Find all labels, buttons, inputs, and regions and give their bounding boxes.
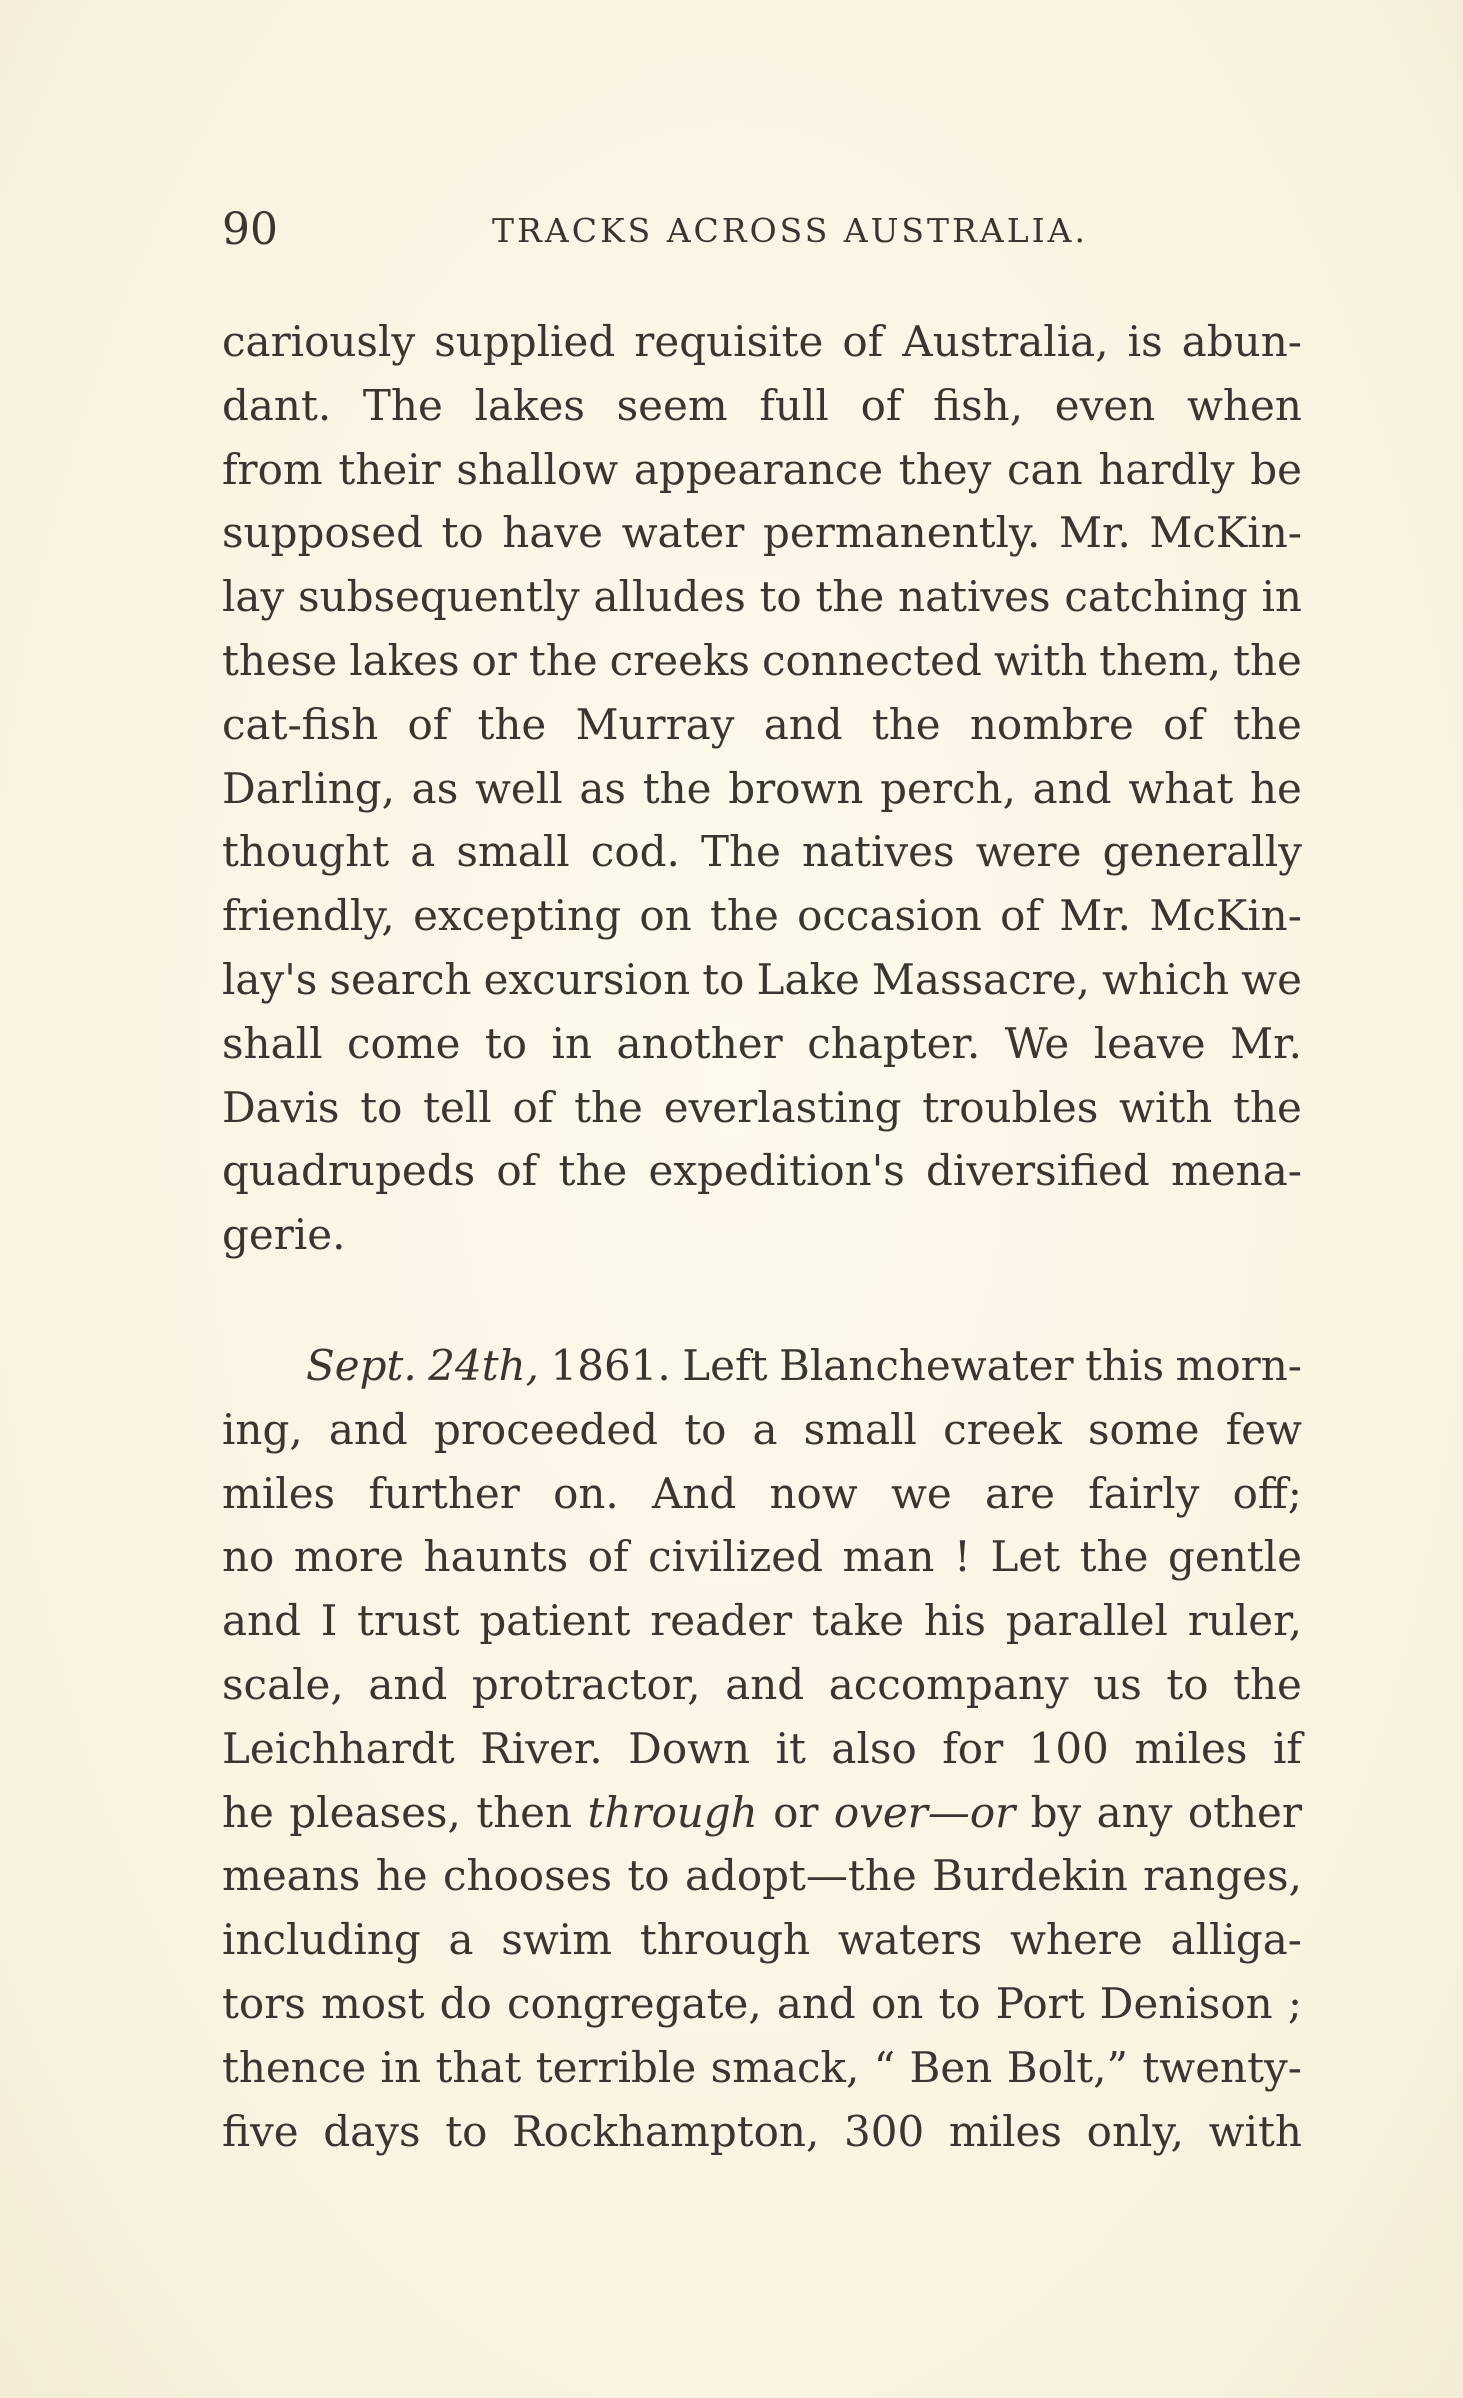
word: River. bbox=[480, 1723, 603, 1773]
text-line bbox=[222, 1908, 1302, 1972]
word: “ bbox=[873, 2042, 896, 2092]
word: them, bbox=[1099, 635, 1222, 685]
word: of bbox=[407, 699, 449, 749]
word: if bbox=[1272, 1723, 1302, 1773]
word: mena- bbox=[1171, 1146, 1302, 1196]
word: us bbox=[1093, 1659, 1142, 1709]
word: cat-fish bbox=[222, 699, 379, 749]
word: Davis bbox=[222, 1082, 340, 1132]
word: his bbox=[923, 1596, 986, 1646]
word: alludes bbox=[593, 572, 746, 622]
word: we bbox=[1241, 954, 1302, 1004]
word: as bbox=[579, 763, 626, 813]
word: on bbox=[870, 1978, 924, 2028]
word: to bbox=[360, 1082, 403, 1132]
word: by bbox=[1030, 1787, 1082, 1837]
word: other bbox=[1187, 1787, 1302, 1837]
text-line bbox=[222, 1589, 1302, 1653]
text-line bbox=[222, 565, 1302, 629]
word: lakes bbox=[474, 380, 585, 430]
word: are bbox=[984, 1468, 1055, 1518]
text-line bbox=[222, 1717, 1302, 1781]
word: smack, bbox=[710, 2042, 860, 2092]
word: ! bbox=[954, 1532, 971, 1582]
word: days bbox=[323, 2106, 421, 2156]
word: to bbox=[484, 1018, 528, 1068]
word: tors bbox=[222, 1978, 306, 2028]
word: excepting bbox=[413, 891, 622, 941]
word: now bbox=[769, 1468, 858, 1518]
text-line bbox=[222, 374, 1302, 438]
word: can bbox=[1007, 444, 1083, 494]
word: over—or bbox=[833, 1787, 1016, 1837]
text-line bbox=[222, 1398, 1302, 1462]
word: troubles bbox=[922, 1082, 1099, 1132]
word: the bbox=[1233, 1659, 1302, 1709]
word: the bbox=[710, 891, 779, 941]
text-line bbox=[222, 1076, 1302, 1140]
word: in bbox=[380, 2042, 422, 2092]
word: more bbox=[293, 1532, 404, 1582]
word: ruler, bbox=[1187, 1596, 1302, 1646]
word: in bbox=[1261, 572, 1302, 622]
word: or bbox=[773, 1787, 819, 1837]
word: Port bbox=[995, 1978, 1085, 2028]
word: Mr. bbox=[1058, 508, 1131, 558]
word: ranges, bbox=[1143, 1851, 1302, 1901]
word: trust bbox=[357, 1596, 460, 1646]
text-line bbox=[222, 629, 1302, 693]
word: which bbox=[1102, 954, 1230, 1004]
word: a bbox=[752, 1404, 778, 1454]
word: tell bbox=[423, 1082, 492, 1132]
word: five bbox=[222, 2106, 299, 2156]
word: dant. bbox=[222, 380, 332, 430]
word: lakes bbox=[349, 635, 460, 685]
word: 1861. bbox=[550, 1340, 671, 1390]
word: to bbox=[441, 508, 484, 558]
word: have bbox=[502, 508, 603, 558]
word: their bbox=[338, 444, 441, 494]
word: this bbox=[1085, 1340, 1165, 1390]
word: Let bbox=[990, 1532, 1061, 1582]
word: cod. bbox=[590, 827, 680, 877]
word: 300 bbox=[844, 2106, 925, 2156]
word: further bbox=[368, 1468, 520, 1518]
word: Left bbox=[682, 1340, 768, 1390]
text-line bbox=[222, 757, 1302, 821]
word: the bbox=[1233, 699, 1302, 749]
word: miles bbox=[1134, 1723, 1248, 1773]
word: chooses bbox=[442, 1851, 613, 1901]
word: the bbox=[871, 699, 941, 749]
word: to bbox=[938, 1978, 981, 2028]
word: the bbox=[1233, 635, 1302, 685]
word: the bbox=[574, 1082, 643, 1132]
body-text bbox=[222, 310, 1302, 2163]
word: of bbox=[1163, 699, 1204, 749]
word: nombre bbox=[969, 699, 1134, 749]
word: and bbox=[222, 1596, 301, 1646]
running-title: TRACKS ACROSS AUSTRALIA. bbox=[492, 211, 1089, 250]
text-line bbox=[222, 438, 1302, 502]
word: shall bbox=[222, 1018, 323, 1068]
text-line bbox=[222, 820, 1302, 884]
word: fish, bbox=[933, 380, 1024, 430]
word: the bbox=[642, 763, 712, 813]
word: waters bbox=[837, 1915, 983, 1965]
word: come bbox=[346, 1018, 461, 1068]
word: appearance bbox=[633, 444, 884, 494]
text-line bbox=[222, 1462, 1302, 1526]
word: congregate, bbox=[506, 1978, 762, 2028]
word: accompany bbox=[828, 1659, 1069, 1709]
word: hardly bbox=[1098, 444, 1235, 494]
word: to bbox=[445, 2106, 488, 2156]
word: protractor, bbox=[471, 1659, 701, 1709]
word: Australia, bbox=[902, 317, 1109, 366]
word: they bbox=[898, 444, 992, 494]
word: on. bbox=[553, 1468, 619, 1518]
text-line bbox=[222, 1139, 1302, 1203]
word: generally bbox=[1102, 827, 1302, 877]
word: to bbox=[702, 954, 745, 1004]
word: terrible bbox=[535, 2042, 697, 2092]
word: lay bbox=[222, 572, 285, 622]
word: search bbox=[329, 954, 472, 1004]
word: The bbox=[700, 827, 781, 877]
word: the bbox=[477, 699, 547, 749]
text-line bbox=[222, 1972, 1302, 2036]
word: occasion bbox=[797, 891, 982, 941]
word: seem bbox=[616, 380, 728, 430]
word: connected bbox=[761, 635, 982, 685]
word: well bbox=[474, 763, 563, 813]
word: were bbox=[975, 827, 1082, 877]
word: water bbox=[621, 508, 745, 558]
word: Down bbox=[628, 1723, 751, 1773]
word: or bbox=[471, 635, 517, 685]
word: supposed bbox=[222, 508, 423, 558]
word: haunts bbox=[423, 1532, 569, 1582]
word: even bbox=[1054, 380, 1156, 430]
word: of bbox=[1000, 891, 1041, 941]
word: miles bbox=[222, 1468, 336, 1518]
word: of bbox=[860, 380, 902, 430]
word: creek bbox=[943, 1404, 1062, 1454]
word: abun- bbox=[1181, 317, 1302, 366]
word: from bbox=[222, 444, 323, 494]
word: of bbox=[842, 317, 884, 366]
word: lay's bbox=[222, 954, 318, 1004]
word: And bbox=[651, 1468, 737, 1518]
word: what bbox=[1128, 763, 1234, 813]
word: full bbox=[759, 380, 829, 430]
word: when bbox=[1186, 380, 1302, 430]
word: creeks bbox=[609, 635, 750, 685]
word: alliga- bbox=[1170, 1915, 1302, 1965]
word: Rockhampton, bbox=[512, 2106, 820, 2156]
text-line bbox=[222, 693, 1302, 757]
word: that bbox=[435, 2042, 522, 2092]
word: as bbox=[411, 763, 459, 813]
text-line bbox=[222, 1203, 1302, 1267]
word: to bbox=[759, 572, 802, 622]
word: of bbox=[496, 1146, 538, 1196]
word: 24th, bbox=[428, 1340, 539, 1390]
word: Leichhardt bbox=[222, 1723, 455, 1773]
word: excursion bbox=[483, 954, 691, 1004]
word: he bbox=[222, 1787, 274, 1837]
word: diversified bbox=[926, 1146, 1150, 1196]
word: it bbox=[775, 1723, 806, 1773]
word: McKin- bbox=[1149, 508, 1302, 558]
word: swim bbox=[501, 1915, 613, 1965]
word: also bbox=[831, 1723, 917, 1773]
word: with bbox=[993, 635, 1088, 685]
word: through bbox=[639, 1915, 811, 1965]
word: We bbox=[1004, 1018, 1070, 1068]
word: twenty- bbox=[1142, 2042, 1302, 2092]
word: the bbox=[815, 572, 885, 622]
word: the bbox=[528, 635, 598, 685]
word: chapter. bbox=[807, 1018, 981, 1068]
text-line bbox=[222, 1012, 1302, 1076]
word: Murray bbox=[575, 699, 735, 749]
word: perch, bbox=[880, 763, 1016, 813]
word: The bbox=[362, 380, 443, 430]
word: the bbox=[558, 1146, 628, 1196]
word: for bbox=[942, 1723, 1004, 1773]
word: quadrupeds bbox=[222, 1146, 476, 1196]
word: be bbox=[1250, 444, 1302, 494]
word: few bbox=[1225, 1404, 1302, 1454]
page-number: 90 bbox=[222, 204, 278, 255]
text-line bbox=[222, 948, 1302, 1012]
word: McKin- bbox=[1149, 891, 1302, 941]
word: of bbox=[512, 1082, 554, 1132]
word: morn- bbox=[1175, 1340, 1302, 1390]
word: only, bbox=[1086, 2106, 1184, 2156]
word: man bbox=[842, 1532, 935, 1582]
text-line bbox=[222, 1781, 1302, 1845]
word: on bbox=[639, 891, 692, 941]
word: any bbox=[1096, 1787, 1173, 1837]
word: he bbox=[375, 1851, 428, 1901]
word: brown bbox=[728, 763, 864, 813]
word: no bbox=[222, 1532, 275, 1582]
word: to bbox=[684, 1404, 727, 1454]
word: friendly, bbox=[222, 891, 395, 941]
word: everlasting bbox=[663, 1082, 902, 1132]
word: patient bbox=[479, 1596, 631, 1646]
word: expedition's bbox=[648, 1146, 905, 1196]
word: is bbox=[1127, 317, 1163, 366]
running-head bbox=[222, 200, 1302, 260]
text-line bbox=[222, 1844, 1302, 1908]
word: Denison bbox=[1099, 1978, 1273, 2028]
word: adopt—the bbox=[684, 1851, 917, 1901]
word: parallel bbox=[1005, 1596, 1168, 1646]
text-line bbox=[222, 1525, 1302, 1589]
word: thought bbox=[222, 827, 390, 877]
word: take bbox=[811, 1596, 905, 1646]
word: a bbox=[410, 827, 436, 877]
paragraph-gap bbox=[222, 1267, 1302, 1334]
word: where bbox=[1009, 1915, 1143, 1965]
word: he bbox=[1249, 763, 1302, 813]
word: to bbox=[627, 1851, 670, 1901]
word: means bbox=[222, 1851, 361, 1901]
word: Bolt,” bbox=[1006, 2042, 1128, 2092]
word: catching bbox=[1064, 572, 1248, 622]
word: some bbox=[1087, 1404, 1200, 1454]
text-line bbox=[222, 2100, 1302, 2164]
word: I bbox=[320, 1596, 338, 1646]
word: gentle bbox=[1168, 1532, 1302, 1582]
word: shallow bbox=[456, 444, 619, 494]
word: subsequently bbox=[297, 572, 580, 622]
word: Mr. bbox=[1230, 1018, 1302, 1068]
text-line bbox=[222, 501, 1302, 565]
word: off; bbox=[1232, 1468, 1302, 1518]
word: through bbox=[587, 1787, 758, 1837]
word: Sept. bbox=[306, 1340, 417, 1390]
word: with bbox=[1119, 1082, 1213, 1132]
word: with bbox=[1208, 2106, 1302, 2156]
word: we bbox=[890, 1468, 952, 1518]
word: the bbox=[1079, 1532, 1149, 1582]
word: civilized bbox=[648, 1532, 823, 1582]
word: natives bbox=[802, 827, 955, 877]
word: then bbox=[476, 1787, 573, 1837]
word: small bbox=[456, 827, 570, 877]
word: to bbox=[1166, 1659, 1209, 1709]
word: another bbox=[616, 1018, 783, 1068]
word: cariously bbox=[222, 317, 416, 366]
word: gerie. bbox=[222, 1210, 346, 1260]
word: do bbox=[439, 1978, 492, 2028]
word: leave bbox=[1093, 1018, 1206, 1068]
word: Massacre, bbox=[871, 954, 1090, 1004]
word: of bbox=[587, 1532, 629, 1582]
word: Darling, bbox=[222, 763, 395, 813]
word: small bbox=[803, 1404, 917, 1454]
word: scale, bbox=[222, 1659, 344, 1709]
word: proceeded bbox=[433, 1404, 659, 1454]
word: thence bbox=[222, 2042, 367, 2092]
word: miles bbox=[948, 2106, 1062, 2156]
word: most bbox=[320, 1978, 425, 2028]
word: Blanchewater bbox=[778, 1340, 1074, 1390]
word: natives bbox=[898, 572, 1051, 622]
word: requisite bbox=[634, 317, 824, 366]
word: including bbox=[222, 1915, 421, 1965]
word: and bbox=[1032, 763, 1112, 813]
word: ; bbox=[1287, 1978, 1302, 2028]
text-line bbox=[222, 2036, 1302, 2100]
word: and bbox=[763, 699, 843, 749]
word: pleases, bbox=[289, 1787, 461, 1837]
text-line bbox=[222, 884, 1302, 948]
word: Lake bbox=[756, 954, 860, 1004]
word: permanently. bbox=[762, 508, 1041, 558]
word: 100 bbox=[1028, 1723, 1109, 1773]
text-line bbox=[222, 310, 1302, 374]
word: supplied bbox=[434, 317, 616, 366]
word: reader bbox=[650, 1596, 793, 1646]
word: fairly bbox=[1088, 1468, 1200, 1518]
word: Burdekin bbox=[932, 1851, 1128, 1901]
word: Ben bbox=[909, 2042, 993, 2092]
word: in bbox=[551, 1018, 593, 1068]
word: these bbox=[222, 635, 338, 685]
word: and bbox=[776, 1978, 856, 2028]
word: a bbox=[448, 1915, 474, 1965]
word: Mr. bbox=[1059, 891, 1132, 941]
word: ing, bbox=[222, 1404, 303, 1454]
word: and bbox=[328, 1404, 408, 1454]
word: and bbox=[725, 1659, 805, 1709]
word: and bbox=[368, 1659, 448, 1709]
text-line bbox=[222, 1653, 1302, 1717]
word: the bbox=[1233, 1082, 1302, 1132]
text-line bbox=[222, 1334, 1302, 1398]
